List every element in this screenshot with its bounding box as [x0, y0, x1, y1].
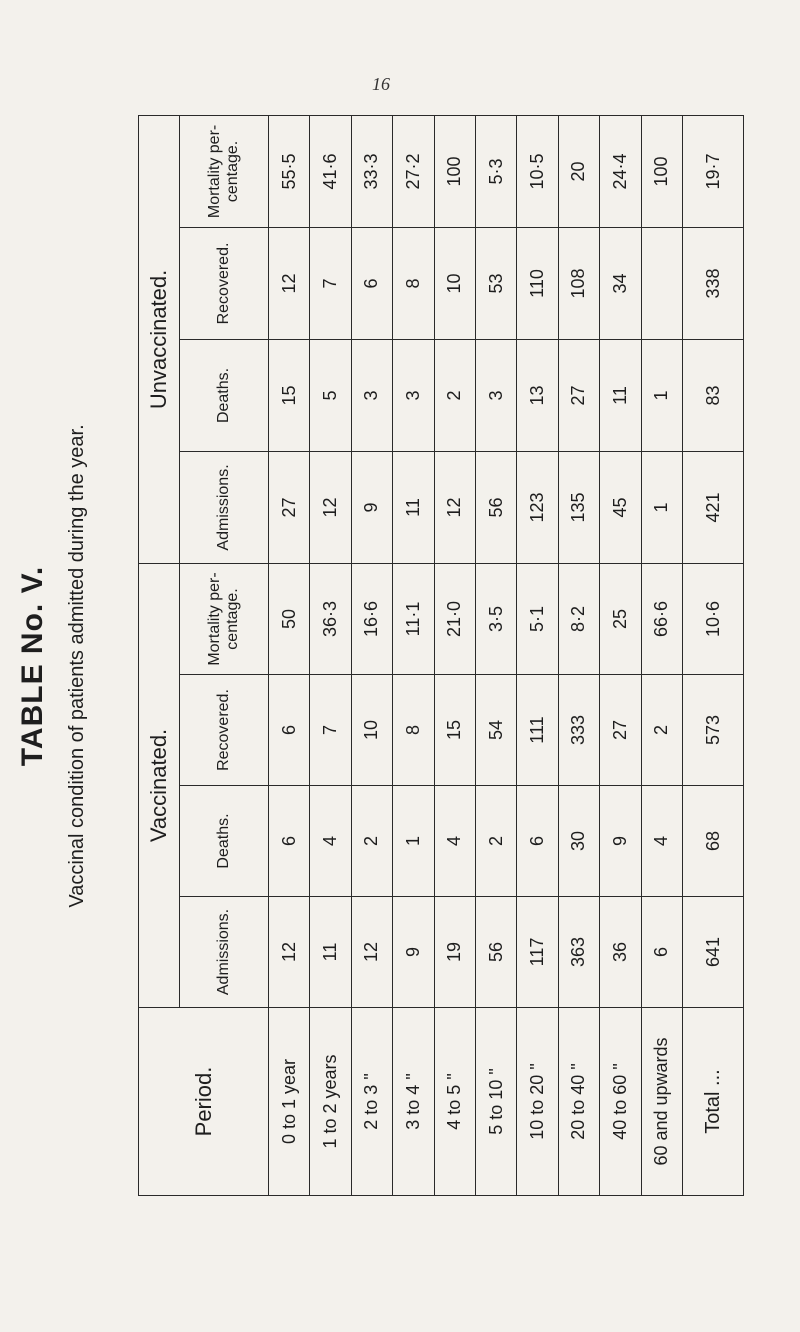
- value-cell: 10: [351, 675, 392, 786]
- value-cell: 110: [517, 227, 558, 339]
- value-cell: 6: [269, 786, 310, 897]
- value-cell: [641, 227, 682, 339]
- value-cell: 8: [393, 227, 434, 339]
- value-cell: 5·3: [475, 115, 516, 227]
- value-cell: 27·2: [393, 115, 434, 227]
- value-cell: 7: [310, 675, 351, 786]
- value-cell: 8·2: [558, 563, 599, 674]
- table-row: [600, 115, 641, 1195]
- period-cell: 5 to 10 ": [475, 1008, 516, 1196]
- col-vaccinated-deaths: Deaths.: [180, 786, 269, 897]
- value-cell: 100: [434, 115, 475, 227]
- value-cell: 2: [641, 675, 682, 786]
- value-cell: 33·3: [351, 115, 392, 227]
- value-cell: 9: [600, 786, 641, 897]
- value-cell: 4: [641, 786, 682, 897]
- table-row: [434, 115, 475, 1195]
- period-cell: 2 to 3 ": [351, 1008, 392, 1196]
- period-header: Period.: [139, 1008, 269, 1196]
- value-cell: 5: [310, 339, 351, 451]
- period-cell: 10 to 20 ": [517, 1008, 558, 1196]
- value-cell: 12: [269, 227, 310, 339]
- col-vaccinated-mortality: Mortality per- centage.: [180, 563, 269, 674]
- total-cell: 19·7: [683, 115, 744, 227]
- value-cell: 66·6: [641, 563, 682, 674]
- table-row: [517, 115, 558, 1195]
- value-cell: 8: [393, 675, 434, 786]
- col-vaccinated-admissions: Admissions.: [180, 897, 269, 1008]
- value-cell: 363: [558, 897, 599, 1008]
- value-cell: 9: [351, 451, 392, 563]
- total-cell: 83: [683, 339, 744, 451]
- value-cell: 12: [434, 451, 475, 563]
- value-cell: 1: [641, 339, 682, 451]
- col-unvaccinated-mortality: Mortality per- centage.: [180, 115, 269, 227]
- value-cell: 108: [558, 227, 599, 339]
- total-row: [683, 115, 744, 1195]
- value-cell: 3: [393, 339, 434, 451]
- total-cell: 641: [683, 897, 744, 1008]
- value-cell: 11·1: [393, 563, 434, 674]
- value-cell: 27: [269, 451, 310, 563]
- total-cell: 10·6: [683, 563, 744, 674]
- vaccinal-condition-table: [138, 115, 744, 1196]
- value-cell: 56: [475, 451, 516, 563]
- value-cell: 11: [600, 339, 641, 451]
- table-title: TABLE No. V.: [16, 565, 49, 767]
- total-label: Total ...: [683, 1008, 744, 1196]
- group-vaccinated: Vaccinated.: [139, 563, 180, 1007]
- value-cell: 15: [434, 675, 475, 786]
- col-unvaccinated-recovered: Recovered.: [180, 227, 269, 339]
- value-cell: 6: [351, 227, 392, 339]
- value-cell: 12: [351, 897, 392, 1008]
- value-cell: 3·5: [475, 563, 516, 674]
- value-cell: 3: [351, 339, 392, 451]
- value-cell: 12: [310, 451, 351, 563]
- group-unvaccinated: Unvaccinated.: [139, 115, 180, 563]
- period-cell: 0 to 1 year: [269, 1008, 310, 1196]
- table-row: [351, 115, 392, 1195]
- table-row: [393, 115, 434, 1195]
- value-cell: 41·6: [310, 115, 351, 227]
- total-cell: 338: [683, 227, 744, 339]
- value-cell: 6: [269, 675, 310, 786]
- value-cell: 45: [600, 451, 641, 563]
- value-cell: 21·0: [434, 563, 475, 674]
- period-cell: 20 to 40 ": [558, 1008, 599, 1196]
- value-cell: 55·5: [269, 115, 310, 227]
- period-cell: 1 to 2 years: [310, 1008, 351, 1196]
- table-row: [558, 115, 599, 1195]
- value-cell: 12: [269, 897, 310, 1008]
- value-cell: 36·3: [310, 563, 351, 674]
- value-cell: 16·6: [351, 563, 392, 674]
- table-subtitle: Vaccinal condition of patients admitted during the year.: [66, 424, 88, 908]
- col-vaccinated-recovered: Recovered.: [180, 675, 269, 786]
- value-cell: 9: [393, 897, 434, 1008]
- value-cell: 15: [269, 339, 310, 451]
- value-cell: 333: [558, 675, 599, 786]
- value-cell: 11: [393, 451, 434, 563]
- period-cell: 60 and upwards: [641, 1008, 682, 1196]
- value-cell: 27: [600, 675, 641, 786]
- value-cell: 7: [310, 227, 351, 339]
- value-cell: 53: [475, 227, 516, 339]
- value-cell: 34: [600, 227, 641, 339]
- value-cell: 1: [641, 451, 682, 563]
- value-cell: 54: [475, 675, 516, 786]
- value-cell: 24·4: [600, 115, 641, 227]
- total-cell: 68: [683, 786, 744, 897]
- value-cell: 10: [434, 227, 475, 339]
- value-cell: 3: [475, 339, 516, 451]
- table-row: [310, 115, 351, 1195]
- value-cell: 135: [558, 451, 599, 563]
- value-cell: 1: [393, 786, 434, 897]
- col-unvaccinated-deaths: Deaths.: [180, 339, 269, 451]
- value-cell: 20: [558, 115, 599, 227]
- period-cell: 4 to 5 ": [434, 1008, 475, 1196]
- period-cell: 3 to 4 ": [393, 1008, 434, 1196]
- value-cell: 2: [475, 786, 516, 897]
- value-cell: 4: [310, 786, 351, 897]
- value-cell: 50: [269, 563, 310, 674]
- value-cell: 36: [600, 897, 641, 1008]
- value-cell: 25: [600, 563, 641, 674]
- value-cell: 111: [517, 675, 558, 786]
- total-cell: 573: [683, 675, 744, 786]
- value-cell: 5·1: [517, 563, 558, 674]
- value-cell: 6: [517, 786, 558, 897]
- total-cell: 421: [683, 451, 744, 563]
- value-cell: 27: [558, 339, 599, 451]
- period-cell: 40 to 60 ": [600, 1008, 641, 1196]
- value-cell: 13: [517, 339, 558, 451]
- table-row: [269, 115, 310, 1195]
- value-cell: 10·5: [517, 115, 558, 227]
- value-cell: 4: [434, 786, 475, 897]
- value-cell: 2: [351, 786, 392, 897]
- col-unvaccinated-admissions: Admissions.: [180, 451, 269, 563]
- table-row: [641, 115, 682, 1195]
- value-cell: 56: [475, 897, 516, 1008]
- page-number: 16: [372, 74, 390, 94]
- value-cell: 123: [517, 451, 558, 563]
- value-cell: 6: [641, 897, 682, 1008]
- table-row: [475, 115, 516, 1195]
- value-cell: 2: [434, 339, 475, 451]
- value-cell: 117: [517, 897, 558, 1008]
- value-cell: 19: [434, 897, 475, 1008]
- value-cell: 100: [641, 115, 682, 227]
- value-cell: 11: [310, 897, 351, 1008]
- value-cell: 30: [558, 786, 599, 897]
